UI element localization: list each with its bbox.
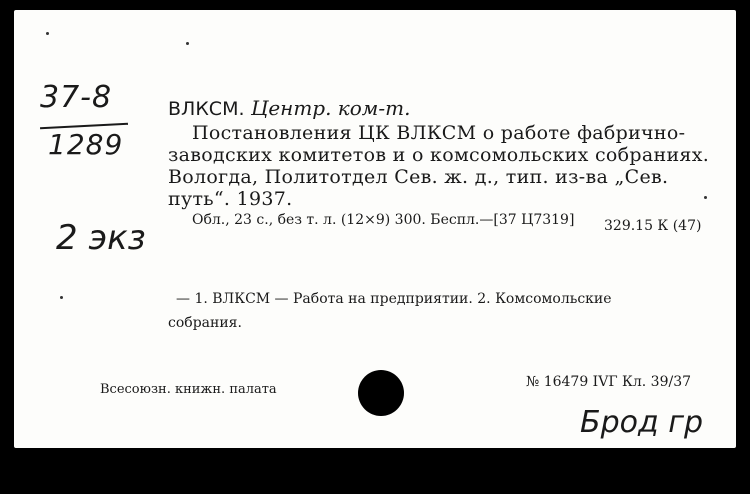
speck (186, 42, 189, 45)
handwritten-call-number-top: 37-8 (40, 80, 113, 115)
title-line-2: заводских комитетов и о комсомольских собраниях. (168, 144, 710, 166)
heading-organization: ВЛКСМ. (168, 98, 245, 120)
handwritten-call-number-bottom: 1289 (48, 128, 124, 161)
punch-hole (358, 370, 404, 416)
speck (46, 32, 49, 35)
record-number: № 16479 IVГ Кл. 39/37 (526, 374, 692, 390)
physical-description: Обл., 23 с., без т. л. (12×9) 300. Беспл.—[37 Ц7319] (192, 212, 575, 228)
speck (60, 296, 63, 299)
title-line-1: Постановления ЦК ВЛКСМ о работе фабрично- (192, 122, 686, 144)
handwritten-copies-note: 2 экз (56, 218, 146, 258)
handwritten-signature: Брод гр (580, 405, 704, 440)
card-heading (168, 96, 410, 120)
book-chamber-label: Всесоюзн. книжн. палата (100, 382, 277, 397)
subject-headings-continued: собрания. (168, 315, 242, 331)
imprint-line: Вологда, Политотдел Сев. ж. д., тип. из-ва „Сев. (168, 166, 669, 188)
subject-headings: — 1. ВЛКСМ — Работа на предприятии. 2. Комсомольские (176, 291, 612, 307)
imprint-year-line: путь“. 1937. (168, 188, 293, 210)
heading-institution: Центр. ком-т. (250, 96, 411, 120)
speck (704, 196, 707, 199)
classification-code: 329.15 К (47) (604, 218, 702, 234)
